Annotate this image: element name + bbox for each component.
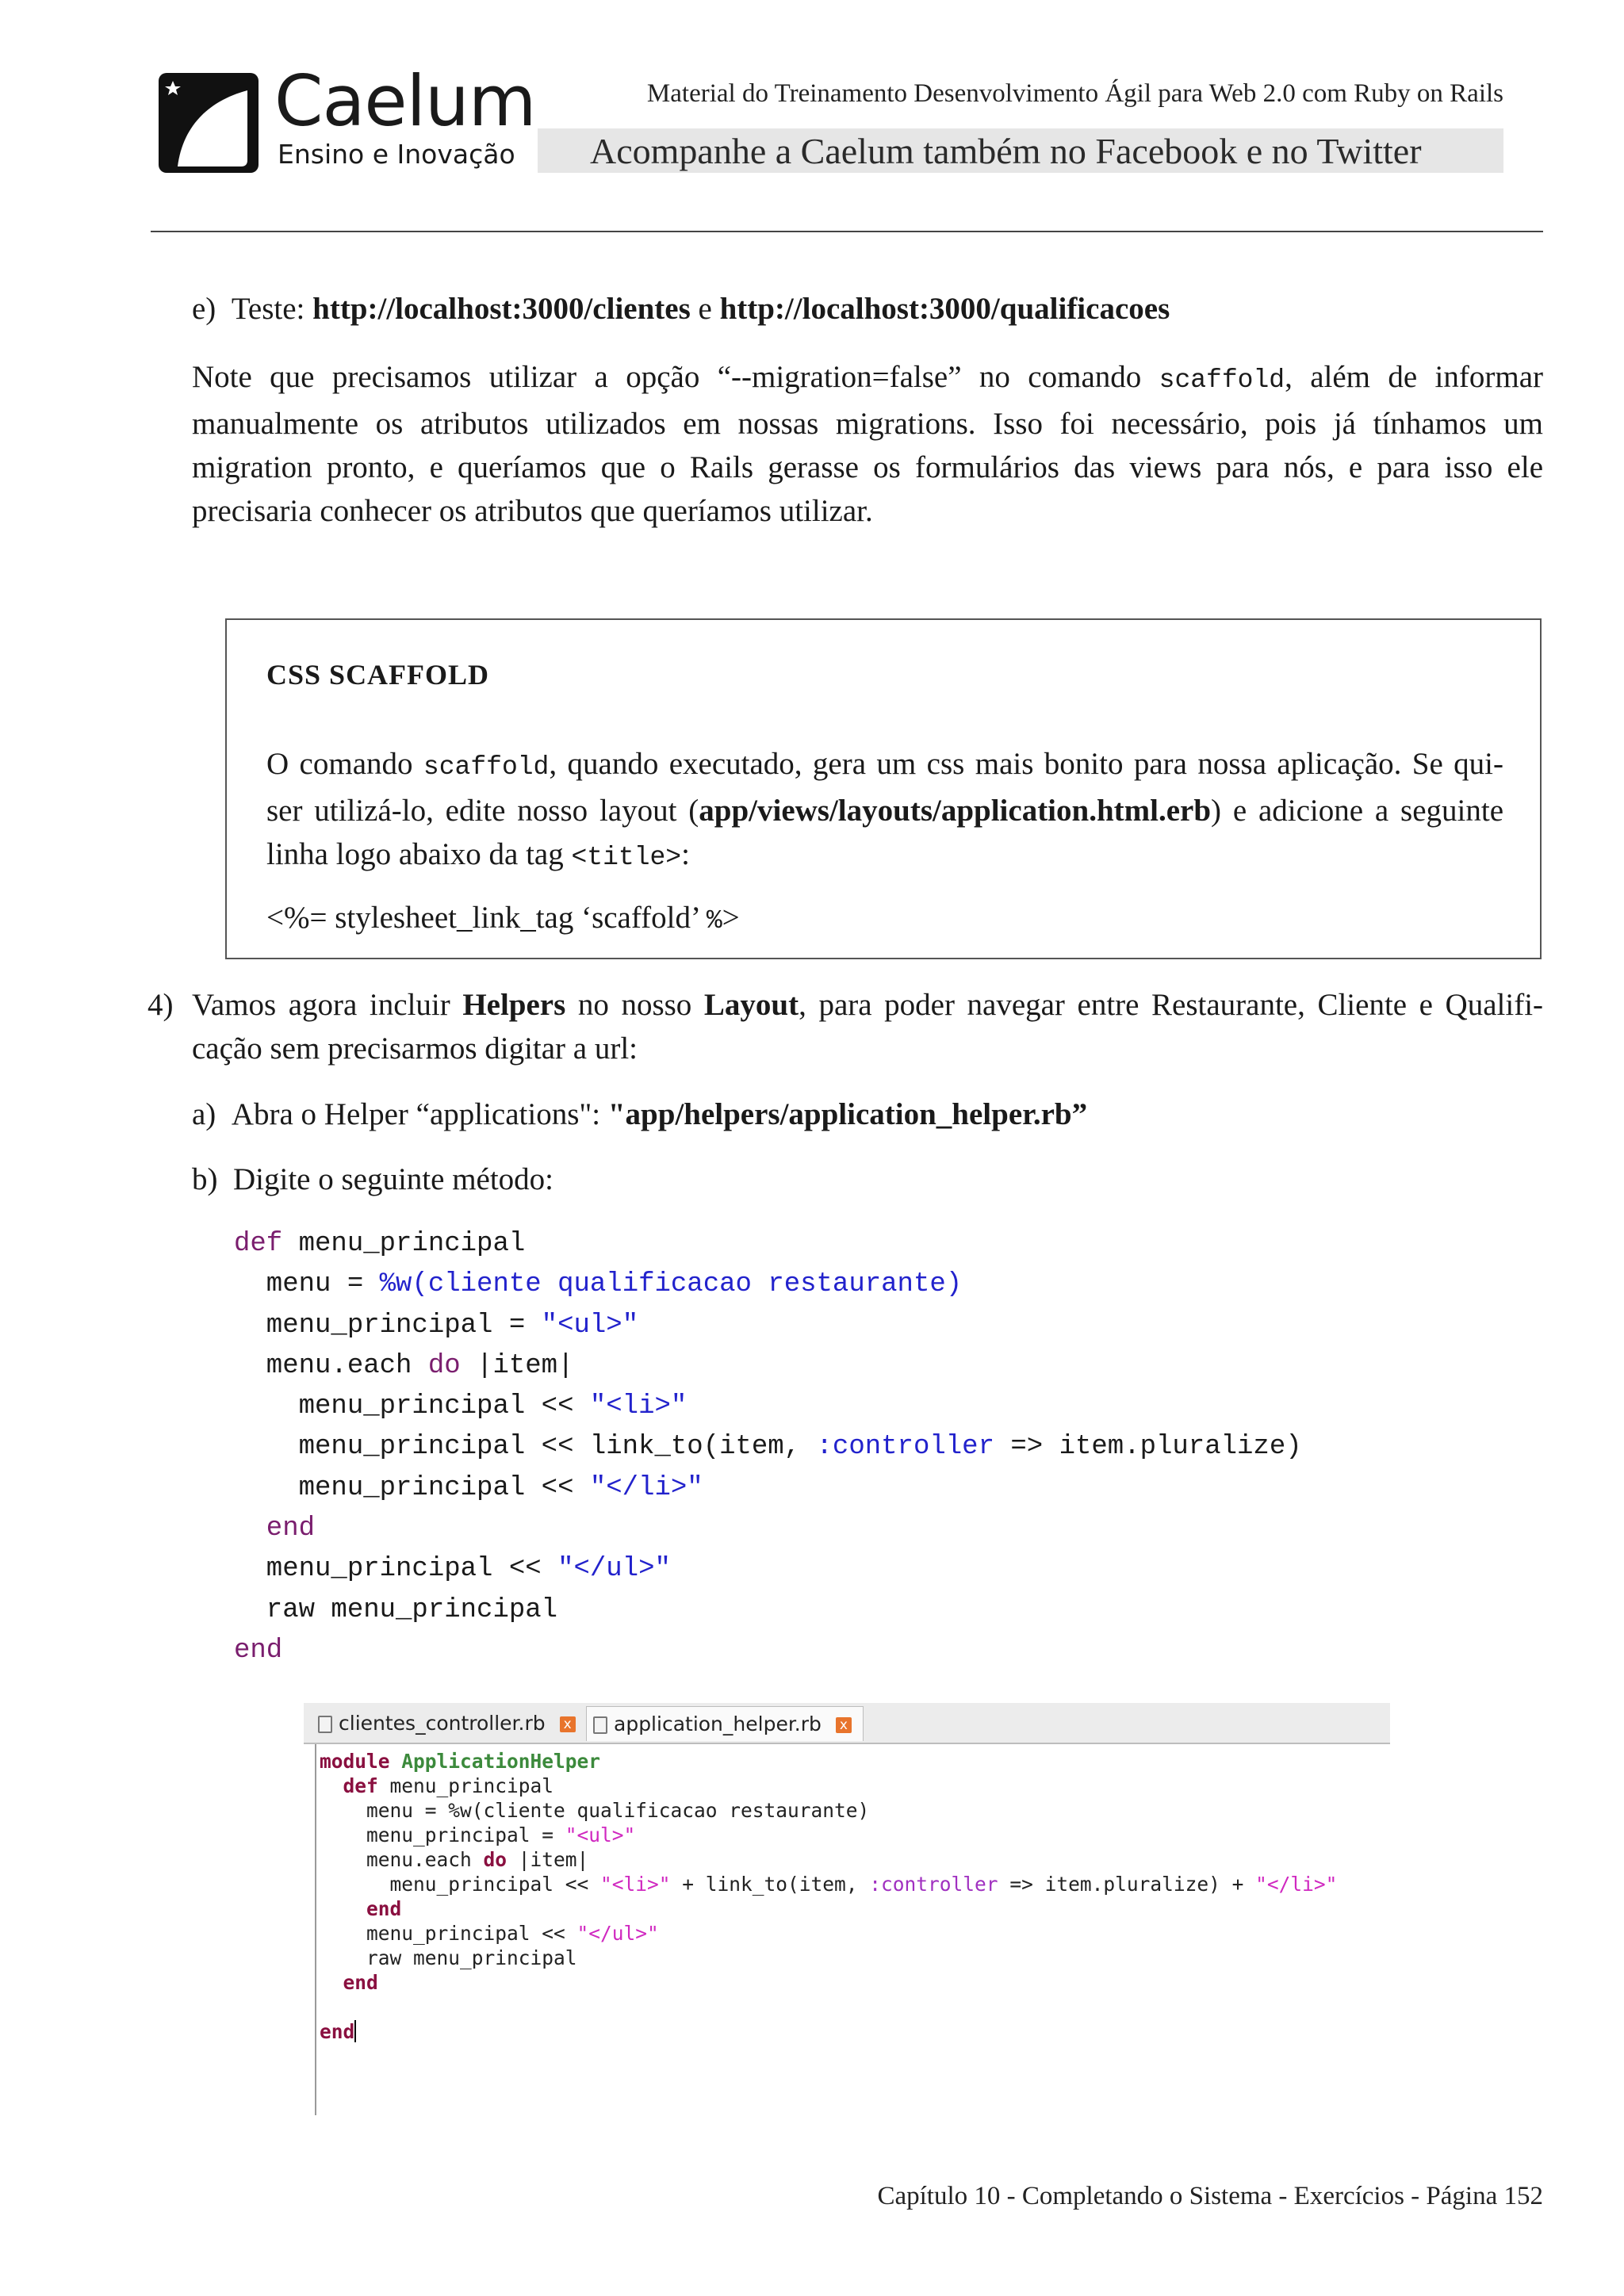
- url-clientes: http://localhost:3000/clientes: [312, 292, 691, 326]
- editor-code-area[interactable]: module ApplicationHelper def menu_principal menu = %w(cliente qualificacao restaurante) menu_principal = "<ul>" menu.each do |item| menu_principal << "<li>" + link_to(item, :controller => item.pluralize) + "</li>" end menu_principal << "</ul>" raw menu_principal end end: [320, 1750, 1338, 2043]
- tab-application-helper[interactable]: [586, 1706, 864, 1741]
- inline-code: scaffold: [1159, 365, 1285, 395]
- box-line: O comando scaffold, quando executado, gera um css mais bonito para nossa aplicação. Se qui-: [266, 747, 1504, 782]
- item-text: Teste:: [231, 292, 313, 326]
- ruby-file-icon: [318, 1716, 332, 1733]
- note-line: manualmente os atributos utilizados em nossas migrations. Isso foi necessário, pois já tínhamos um: [192, 407, 1543, 441]
- item4-line: Vamos agora incluir Helpers no nosso Layout, para poder navegar entre Restaurante, Cliente e Qualifi-: [192, 988, 1544, 1022]
- list-item-4: [192, 983, 1543, 1070]
- list-marker-4: 4): [147, 988, 174, 1022]
- header-banner-text: Acompanhe a Caelum também no Facebook e no Twitter: [590, 131, 1422, 171]
- inline-code: <title>: [571, 843, 682, 872]
- list-marker: e): [192, 292, 216, 326]
- text-cursor: [354, 2020, 356, 2042]
- ruby-file-icon: [593, 1716, 607, 1734]
- stylesheet-tag-line: <%= stylesheet_link_tag ‘scaffold’ %>: [266, 901, 740, 936]
- editor-gutter: [304, 1744, 316, 2115]
- caelum-logo-mark: [159, 73, 259, 173]
- inline-code: scaffold: [423, 752, 550, 782]
- box-line: linha logo abaixo da tag <title>:: [266, 837, 690, 872]
- editor-screenshot: [304, 1703, 1390, 2115]
- tab-clientes-controller[interactable]: [318, 1706, 592, 1741]
- tab-label: clientes_controller.rb: [339, 1712, 546, 1735]
- tab-label: application_helper.rb: [614, 1712, 822, 1735]
- list-item-e: [192, 287, 1170, 331]
- list-item-a: a) Abra o Helper “applications": "app/helpers/application_helper.rb”: [192, 1097, 1088, 1131]
- box-line: ser utilizá-lo, edite nosso layout (app/views/layouts/application.html.erb) e adicione a seguinte: [266, 794, 1503, 828]
- list-item-b: b) Digite o seguinte método:: [192, 1162, 554, 1196]
- note-line: migration pronto, e queríamos que o Rails gerasse os formulários das views para nós, e para isso ele: [192, 450, 1543, 484]
- page-footer: Capítulo 10 - Completando o Sistema - Exercícios - Página 152: [877, 2182, 1543, 2210]
- code-listing: def menu_principal menu = %w(cliente qualificacao restaurante) menu_principal = "<ul>" menu.each do |item| menu_principal << "<li>" menu_principal << link_to(item, :controller => item.pluralize) menu_principal << "</li>" end menu_principal << "</ul>" raw menu_principal end: [234, 1229, 1302, 1666]
- note-paragraph: [192, 355, 1543, 533]
- url-qualificacoes: http://localhost:3000/qualificacoes: [719, 292, 1170, 326]
- header-course-title: Material do Treinamento Desenvolvimento Ágil para Web 2.0 com Ruby on Rails: [646, 79, 1503, 108]
- note-line: Note que precisamos utilizar a opção “--migration=false” no comando scaffold, além de informar: [192, 360, 1544, 395]
- close-icon[interactable]: x: [560, 1716, 576, 1732]
- logo-wordmark: Caelum: [274, 60, 536, 142]
- layout-path: app/views/layouts/application.html.erb: [699, 794, 1212, 828]
- helper-path: "app/helpers/application_helper.rb”: [607, 1097, 1088, 1131]
- list-marker: b): [192, 1162, 218, 1196]
- list-marker: a): [192, 1097, 216, 1131]
- logo-tagline: Ensino e Inovação: [278, 139, 515, 170]
- editor-tab-bar: [304, 1703, 1390, 1744]
- header-divider: [151, 231, 1543, 232]
- close-icon[interactable]: x: [836, 1717, 852, 1733]
- item4-line: cação sem precisarmos digitar a url:: [192, 1031, 638, 1066]
- item-text: e: [690, 292, 720, 326]
- box-title: CSS SCAFFOLD: [266, 659, 490, 691]
- box-body: [266, 742, 1503, 879]
- note-line: precisaria conhecer os atributos que queríamos utilizar.: [192, 494, 873, 528]
